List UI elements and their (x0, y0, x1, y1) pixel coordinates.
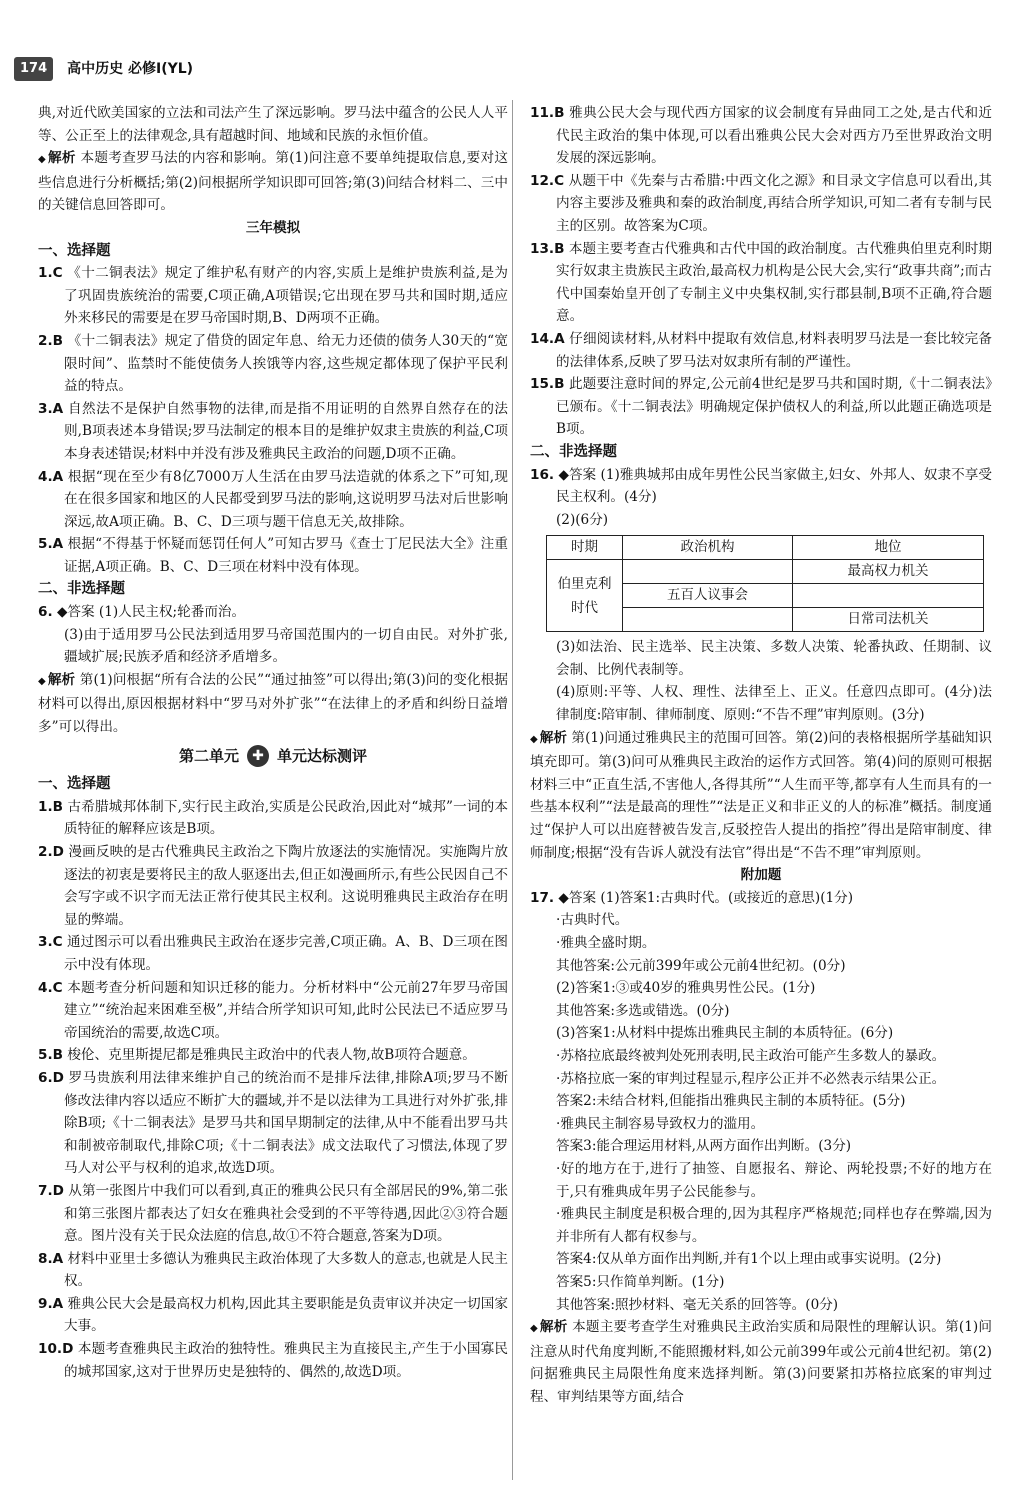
question-number: 14.A (530, 330, 565, 347)
answer-item (38, 931, 508, 976)
question-number: 2.B (38, 332, 63, 349)
question-number: 3.A (38, 400, 64, 417)
answer-subline: 答案4:仅从单方面作出判断,并有1个以上理由或事实说明。(2分) (556, 1251, 942, 1268)
answer-text: 根据“不得基于怀疑而惩罚任何人”可知古罗马《查士丁尼民法大全》注重证据,A项正确。B、C、D三项在材料中没有体现。 (64, 536, 508, 575)
table-cell (793, 584, 984, 608)
question-number: 3.C (38, 934, 63, 951)
answer-item (530, 464, 992, 509)
answer-item (38, 1180, 508, 1248)
answer-subline: (2)(6分) (556, 511, 609, 528)
page-number: 174 (14, 57, 53, 82)
answer-text: 漫画反映的是古代雅典民主政治之下陶片放逐法的实施情况。实施陶片放逐法的初衷是要将民主的敌人驱逐出去,但正如漫画所示,有些公民因自己不会写字或不识字而无法正常行使其民主权利。这说明雅典民主政治存在明显的弊端。 (64, 844, 509, 928)
answer-text: 仔细阅读材料,从材料中提取有效信息,材料表明罗马法是一套比较完备的法律体系,反映了罗马法对奴隶所有制的严谨性。 (556, 330, 992, 370)
question-number: 12.C (530, 172, 565, 189)
question-number: 13.B (530, 240, 565, 257)
centered-heading: 附加题 (740, 867, 782, 884)
answer-item (530, 328, 992, 373)
answer-text: 本题考查分析问题和知识迁移的能力。分析材料中“公元前27年罗马帝国建立”“统治起来困难至极”,并结合所学知识可知,此时公民法已不适应罗马帝国统治的需要,故选C项。 (64, 979, 508, 1041)
answer-item (530, 102, 992, 170)
answer-item (38, 398, 508, 466)
analysis-label: ◆ 解析 (530, 730, 567, 746)
answer-subline: ·古典时代。 (556, 912, 629, 929)
question-number: 8.A (38, 1250, 64, 1267)
table-header: 政治机构 (623, 536, 793, 560)
section-heading: 二、非选择题 (38, 581, 125, 598)
left-column (38, 102, 508, 1383)
right-column (530, 102, 992, 1408)
question-number: 6.D (38, 1069, 64, 1086)
table-period-cell: 伯里克利时代 (547, 560, 623, 632)
answer-table (546, 535, 984, 632)
answer-item (38, 466, 508, 534)
answer-subline: ·苏格拉底最终被判处死刑表明,民主政治可能产生多数人的暴政。 (556, 1047, 946, 1064)
question-number: 9.A (38, 1295, 64, 1312)
answer-item (530, 238, 992, 328)
answer-item (38, 533, 508, 578)
unit-heading (38, 745, 508, 768)
answer-text: 《十二铜表法》规定了借贷的固定年息、给无力还债的债务人30天的“宽限时间”、监禁时不能使债务人挨饿等内容,这些规定都体现了保护平民利益的特点。 (64, 332, 508, 395)
answer-text: 《十二铜表法》规定了维护私有财产的内容,实质上是维护贵族利益,是为了巩固贵族统治的需要,C项正确,A项错误;它出现在罗马共和国时期,适应外来移民的需要是在罗马帝国时期,B、D两项不正确。 (64, 265, 508, 327)
answer-subline: (2)答案1:③或40岁的雅典男性公民。(1分) (556, 980, 816, 997)
question-number: 1.B (38, 798, 63, 815)
answer-subline: 答案2:未结合材料,但能指出雅典民主制的本质特征。(5分) (556, 1093, 906, 1110)
answer-item (530, 170, 992, 238)
answer-text: 雅典公民大会是最高权力机构,因此其主要职能是负责审议并决定一切国家大事。 (64, 1295, 508, 1335)
analysis-text: 本题主要考查学生对雅典民主政治实质和局限性的理解认识。第(1)问注意从时代角度判断,不能照搬材料,如公元前399年或公元前4世纪初。第(2)问据雅典民主局限性角度来选择判断。第(3)问要紧扣苏格拉底案的审判过程、审判结果等方面,结合 (530, 1319, 992, 1405)
answer-item (38, 977, 508, 1045)
analysis-text: 第(1)问通过雅典民主的范围可回答。第(2)问的表格根据所学基础知识填充即可。第(3)问可从雅典民主政治的运作方式回答。第(4)问的原则可根据材料三中“正直生活,不害他人,各得其所”“人生而平等,都享有人生而具有的一些基本权利”“法是最高的理性”“法是正义和非正义的人的标准”概括。制度通过“保护人可以出庭替被告发言,反驳控告人提出的指控”得出是陪审制度、律师制度;根据“没有告诉人就没有法官”得出是“不告不理”审判原则。 (530, 729, 992, 861)
answer-item (38, 796, 508, 841)
answer-item (38, 601, 508, 624)
question-number: 5.B (38, 1047, 63, 1064)
analysis-block (530, 1316, 992, 1408)
analysis-block (38, 147, 508, 217)
answer-subline: 答案5:只作简单判断。(1分) (556, 1273, 725, 1290)
question-number: 5.A (38, 536, 64, 553)
analysis-label: ◆ 解析 (38, 672, 75, 688)
answer-item (38, 262, 508, 330)
paragraph: 典,对近代欧美国家的立法和司法产生了深远影响。罗马法中蕴含的公民人人平等、公正至上的法律观念,具有超越时间、地域和民族的永恒价值。 (38, 105, 508, 144)
table-cell: 日常司法机关 (793, 608, 984, 632)
answer-item (38, 1293, 508, 1338)
answer-text: 材料中亚里士多德认为雅典民主政治体现了大多数人的意志,也就是人民主权。 (64, 1250, 508, 1290)
column-divider (512, 100, 513, 1480)
answer-text: 罗马贵族利用法律来维护自己的统治而不是排斥法律,排除A项;罗马不断修改法律内容以适应不断扩大的疆域,并不是以法律为工具进行对外扩张,排除B项;《十二铜表法》是罗马共和国早期制定的法律,从中不能看出罗马共和制被帝制取代,排除C项;《十二铜表法》成文法取代了习惯法,体现了罗马人对公平与权利的追求,故选D项。 (64, 1069, 509, 1177)
answer-text: ◆答案 (1)答案1:古典时代。(或接近的意思)(1分) (558, 889, 854, 906)
answer-text: 雅典公民大会与现代西方国家的议会制度有异曲同工之处,是古代和近代民主政治的集中体现,可以看出雅典公民大会对西方乃至世界政治文明发展的深远影响。 (556, 105, 992, 167)
answer-subline: 其他答案:公元前399年或公元前4世纪初。(0分) (556, 957, 846, 974)
page-header (14, 56, 193, 82)
cross-icon: ✚ (247, 745, 269, 767)
answer-text: 本题考查雅典民主政治的独特性。雅典民主为直接民主,产生于小国寡民的城邦国家,这对于世界历史是独特的、偶然的,故选D项。 (64, 1341, 508, 1380)
answer-item (38, 1044, 508, 1067)
answer-item (530, 887, 992, 910)
answer-item (38, 1067, 508, 1180)
section-heading: 二、非选择题 (530, 443, 617, 460)
right-column-bottom (530, 636, 992, 1408)
answer-text: 古希腊城邦体制下,实行民主政治,实质是公民政治,因此对“城邦”一词的本质特征的解释应该是B项。 (64, 798, 508, 838)
answer-text: 通过图示可以看出雅典民主政治在逐步完善,C项正确。A、B、D三项在图示中没有体现。 (64, 934, 508, 973)
analysis-label: ◆ 解析 (38, 150, 76, 166)
answer-text: 梭伦、克里斯提尼都是雅典民主政治中的代表人物,故B项符合题意。 (67, 1047, 476, 1064)
question-number: 7.D (38, 1182, 64, 1199)
answer-text: ◆答案 (1)人民主权;轮番而治。 (56, 604, 246, 621)
answer-item (38, 841, 508, 931)
unit-number: 第二单元 (178, 746, 239, 765)
answer-subline: (3)由于适用罗马公民法到适用罗马帝国范围内的一切自由民。对外扩张,疆域扩展;民族矛盾和经济矛盾增多。 (64, 626, 508, 666)
unit-title: 单元达标测评 (277, 746, 368, 765)
answer-subline: (3)如法治、民主选举、民主决策、多数人决策、轮番执政、任期制、议会制、比例代表制等。 (556, 639, 992, 678)
table-header: 时期 (547, 536, 623, 560)
analysis-label: ◆ 解析 (530, 1319, 568, 1335)
question-number: 15.B (530, 376, 565, 393)
answer-subline: (4)原则:平等、人权、理性、法律至上、正义。任意四点即可。(4分)法律制度:陪审制、律师制度、原则:“不告不理”审判原则。(3分) (556, 684, 992, 724)
question-number: 6. (38, 604, 53, 621)
answer-subline: (3)答案1:从材料中提炼出雅典民主制的本质特征。(6分) (556, 1025, 894, 1042)
table-cell: 五百人议事会 (623, 584, 793, 608)
answer-text: 本题主要考查古代雅典和古代中国的政治制度。古代雅典伯里克利时期实行奴隶主贵族民主政治,最高权力机构是公民大会,实行“政事共商”;而古代中国秦始皇开创了专制主义中央集权制,实行郡县制,B项不正确,符合题意。 (556, 240, 993, 325)
answer-subline: 其他答案:多选或错选。(0分) (556, 1002, 730, 1019)
question-number: 16. (530, 466, 555, 483)
answer-text: 从第一张图片中我们可以看到,真正的雅典公民只有全部居民的9%,第二张和第三张图片都表达了妇女在雅典社会受到的不平等待遇,因此②③符合题意。图片没有关于民众法庭的信息,故①不符合题意,答案为D项。 (64, 1182, 508, 1245)
analysis-text: 第(1)问根据“所有合法的公民”“通过抽签”可以得出;第(3)问的变化根据材料可以得出,原因根据材料中“罗马对外扩张”“在法律上的矛盾和纠纷日益增多”可以得出。 (38, 671, 509, 736)
question-number: 4.A (38, 468, 64, 485)
section-heading: 一、选择题 (38, 242, 111, 259)
table-cell (623, 560, 793, 584)
table-header: 地位 (793, 536, 984, 560)
table-cell: 最高权力机关 (793, 560, 984, 584)
centered-heading: 三年模拟 (245, 219, 301, 236)
question-number: 17. (530, 889, 555, 906)
right-column-top (530, 102, 992, 531)
answer-text: 自然法不是保护自然事物的法律,而是指不用证明的自然界自然存在的法则,B项表述本身错误;罗马法制定的根本目的是维护奴隶主贵族的利益,C项本身表述错误;材料中并没有涉及雅典民主政治的问题,D项不正确。 (64, 400, 508, 462)
section-heading: 一、选择题 (38, 776, 111, 793)
analysis-text: 本题考查罗马法的内容和影响。第(1)问注意不要单纯提取信息,要对这些信息进行分析概括;第(2)问根据所学知识即可回答;第(3)问结合材料二、三中的关键信息回答即可。 (38, 150, 509, 214)
answer-subline: ·好的地方在于,进行了抽签、自愿报名、辩论、两轮投票;不好的地方在于,只有雅典成年男子公民能参与。 (556, 1160, 992, 1200)
book-title: 高中历史 必修Ⅰ(YL) (67, 60, 194, 77)
answer-text: 此题要注意时间的界定,公元前4世纪是罗马共和国时期,《十二铜表法》已颁布。《十二铜表法》明确规定保护债权人的利益,所以此题正确选项是B项。 (556, 376, 992, 438)
analysis-block (530, 727, 992, 865)
answer-subline: ·雅典民主制容易导致权力的滥用。 (556, 1115, 765, 1132)
question-number: 2.D (38, 844, 64, 860)
table-cell (623, 608, 793, 632)
answer-subline: ·苏格拉底一案的审判过程显示,程序公正并不必然表示结果公正。 (556, 1070, 946, 1087)
answer-text: 根据“现在至少有8亿7000万人生活在由罗马法造就的体系之下”可知,现在在很多国家和地区的人民都受到罗马法的影响,这说明罗马法对后世影响深远,故A项正确。B、C、D三项与题干信息无关,故排除。 (64, 468, 508, 530)
question-number: 11.B (530, 105, 565, 121)
answer-item (38, 1338, 508, 1383)
answer-subline: 答案3:能合理运用材料,从两方面作出判断。(3分) (556, 1138, 852, 1155)
answer-text: 从题干中《先秦与古希腊:中西文化之源》和目录文字信息可以看出,其内容主要涉及雅典和秦的政治制度,再结合所学知识,可知二者有专制与民主的区别。故答案为C项。 (556, 172, 992, 234)
question-number: 10.D (38, 1341, 74, 1358)
question-number: 1.C (38, 265, 63, 282)
answer-text: ◆答案 (1)雅典城邦由成年男性公民当家做主,妇女、外邦人、奴隶不享受民主权利。(4分) (556, 466, 992, 506)
answer-item (38, 330, 508, 398)
question-number: 4.C (38, 979, 63, 996)
answer-subline: ·雅典民主制度是积极合理的,因为其程序严格规范;同样也存在弊端,因为并非所有人都有权参与。 (556, 1206, 992, 1245)
answer-item (530, 373, 992, 441)
analysis-block (38, 669, 508, 739)
answer-subline: 其他答案:照抄材料、毫无关系的回答等。(0分) (556, 1296, 839, 1313)
answer-subline: ·雅典全盛时期。 (556, 935, 656, 951)
answer-item (38, 1248, 508, 1293)
